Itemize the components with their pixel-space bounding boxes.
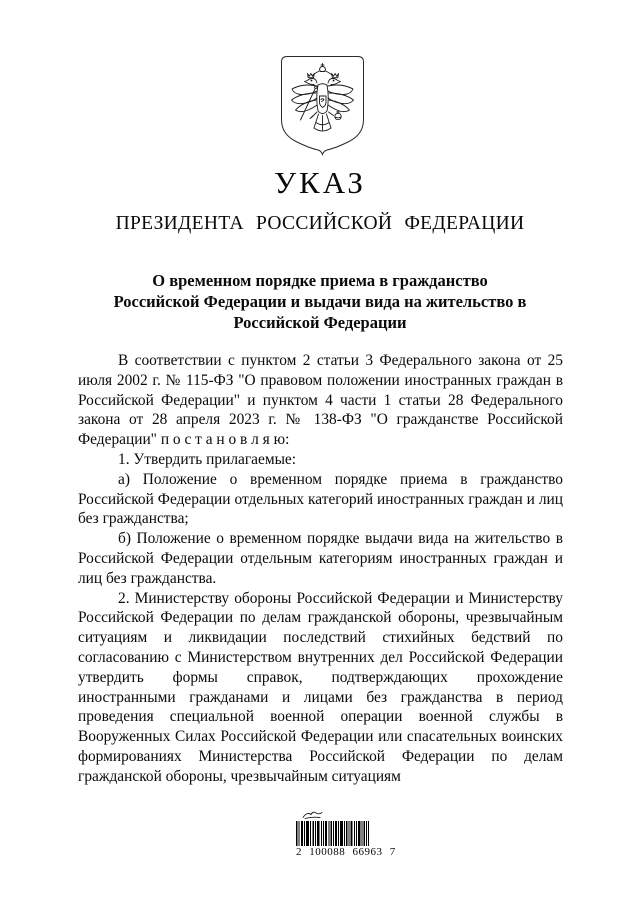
decree-paragraph: 1. Утвердить прилагаемые: bbox=[118, 450, 297, 468]
issuer-title: ПРЕЗИДЕНТА РОССИЙСКОЙ ФЕДЕРАЦИИ bbox=[115, 213, 525, 234]
decree-subject-title bbox=[0, 270, 640, 333]
document-type-title: УКАЗ bbox=[274, 165, 366, 200]
decree-body bbox=[78, 351, 563, 787]
ean13-barcode-icon bbox=[296, 821, 370, 846]
decree-paragraph: В соответствии с пунктом 2 статьи 3 Федерального закона от 25 июля 2002 г. № 115-ФЗ "О правовом положении иностранных граждан в Российской Федерации" и пунктом 4 части 1 статьи 28 Федерального закона от 28 апреля 2023 г. № 138-ФЗ "О гражданстве Российской Федерации" п о с т а н о в л я ю: bbox=[78, 352, 563, 449]
decree-paragraph: а) Положение о временном порядке приема в гражданство Российской Федерации отдельных категорий иностранных граждан и лиц без гражданства; bbox=[78, 470, 563, 528]
subject-line: Российской Федерации и выдачи вида на жительство в bbox=[113, 292, 527, 311]
barcode-block bbox=[296, 810, 396, 859]
decree-paragraph: 2. Министерству обороны Российской Федерации и Министерству Российской Федерации по делам гражданской обороны, чрезвычайным ситуациям и ликвидации последствий стихийных бедствий по согласованию с Министерством внутренних дел Российской Федерации утвердить формы справок, подтверждающих прохождение иностранными гражданами и лицами без гражданства в период проведения специальной военной операции военной службы в Вооруженных Силах Российской Федерации или спасательных воинских формированиях Министерства Российской Федерации по делам гражданской обороны, чрезвычайным ситуациям bbox=[78, 589, 563, 785]
barcode-digits: 2 100088 66963 7 bbox=[296, 846, 396, 858]
signature-squiggle-icon bbox=[302, 810, 324, 820]
russia-coat-of-arms-icon bbox=[281, 56, 364, 156]
subject-line: Российской Федерации bbox=[233, 313, 407, 332]
subject-line: О временном порядке приема в гражданство bbox=[152, 271, 488, 290]
decree-paragraph: б) Положение о временном порядке выдачи вида на жительство в Российской Федерации отдельным категориям иностранных граждан и лиц без гражданства. bbox=[78, 530, 563, 587]
